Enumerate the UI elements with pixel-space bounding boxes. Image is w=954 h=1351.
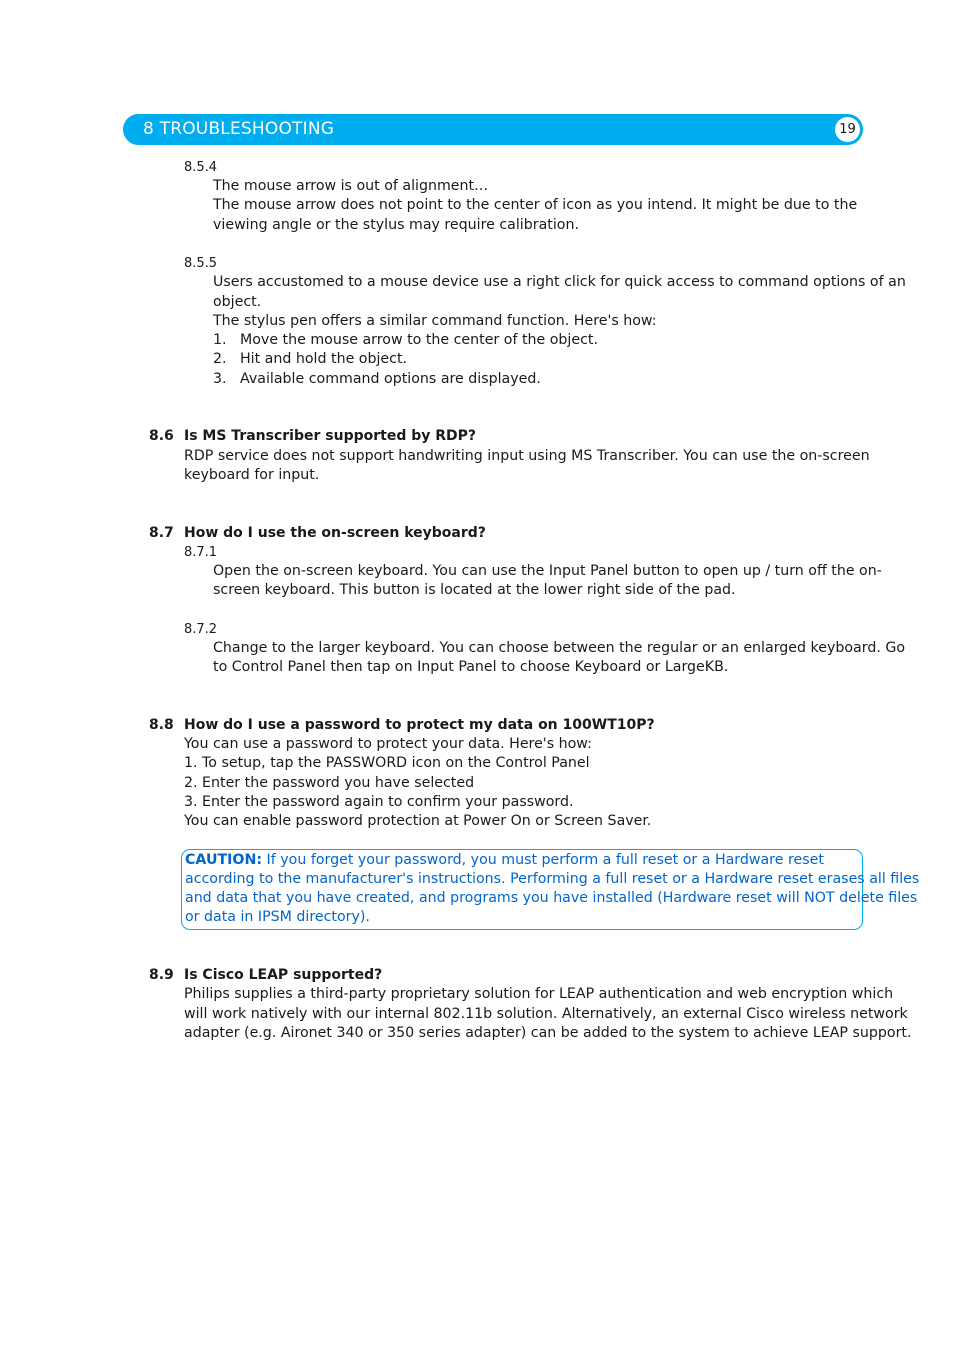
subsection-number: 8.5.4 xyxy=(184,160,218,175)
paragraph-line: screen keyboard. This button is located at the lower right side of the pad. xyxy=(213,582,736,598)
section-heading: Is Cisco LEAP supported? xyxy=(184,967,383,983)
step-number: 3. xyxy=(213,371,227,387)
section-number: 8.9 xyxy=(149,967,174,983)
paragraph-line: You can use a password to protect your data. Here's how: xyxy=(184,736,592,752)
paragraph-line: viewing angle or the stylus may require calibration. xyxy=(213,217,579,233)
section-heading: Is MS Transcriber supported by RDP? xyxy=(184,428,477,444)
paragraph-line: 1. To setup, tap the PASSWORD icon on the Control Panel xyxy=(184,755,590,771)
subsection-number: 8.7.1 xyxy=(184,545,218,560)
paragraph-line: Change to the larger keyboard. You can choose between the regular or an enlarged keyboard. Go xyxy=(213,640,906,656)
caution-label: CAUTION: xyxy=(185,852,263,868)
paragraph-line: The mouse arrow does not point to the center of icon as you intend. It might be due to the xyxy=(213,197,858,213)
caution-text: If you forget your password, you must perform a full reset or a Hardware reset xyxy=(262,852,824,868)
section-title: 8 TROUBLESHOOTING xyxy=(143,119,335,139)
section-heading: How do I use the on-screen keyboard? xyxy=(184,525,486,541)
caution-line: or data in IPSM directory). xyxy=(185,909,370,925)
paragraph-line: will work natively with our internal 802.11b solution. Alternatively, an external Cisco wireless network xyxy=(184,1006,908,1022)
section-heading: How do I use a password to protect my data on 100WT10P? xyxy=(184,717,655,733)
paragraph-line: Open the on-screen keyboard. You can use the Input Panel button to open up / turn off the on- xyxy=(213,563,882,579)
paragraph-line: Users accustomed to a mouse device use a right click for quick access to command options of an xyxy=(213,274,906,290)
paragraph-line: The stylus pen offers a similar command function. Here's how: xyxy=(213,313,657,329)
caution-line: and data that you have created, and programs you have installed (Hardware reset will NOT delete files xyxy=(185,890,918,906)
section-number: 8.7 xyxy=(149,525,174,541)
step-number: 1. xyxy=(213,332,227,348)
step-text: Hit and hold the object. xyxy=(240,351,408,367)
paragraph-line: adapter (e.g. Aironet 340 or 350 series adapter) can be added to the system to achieve LEAP support. xyxy=(184,1025,912,1041)
step-text: Available command options are displayed. xyxy=(240,371,541,387)
step-text: Move the mouse arrow to the center of the object. xyxy=(240,332,598,348)
paragraph-line: object. xyxy=(213,294,262,310)
section-number: 8.8 xyxy=(149,717,174,733)
paragraph-line: The mouse arrow is out of alignment… xyxy=(213,178,489,194)
paragraph-line: 2. Enter the password you have selected xyxy=(184,775,475,791)
paragraph-line: You can enable password protection at Power On or Screen Saver. xyxy=(184,813,652,829)
subsection-number: 8.5.5 xyxy=(184,256,218,271)
section-header-bar xyxy=(123,114,863,145)
paragraph-line: to Control Panel then tap on Input Panel to choose Keyboard or LargeKB. xyxy=(213,659,729,675)
subsection-number: 8.7.2 xyxy=(184,622,218,637)
section-number: 8.6 xyxy=(149,428,174,444)
page-number: 19 xyxy=(835,117,860,142)
caution-line: according to the manufacturer's instructions. Performing a full reset or a Hardware reset erases all files xyxy=(185,871,920,887)
paragraph-line: RDP service does not support handwriting input using MS Transcriber. You can use the on-screen xyxy=(184,448,870,464)
step-number: 2. xyxy=(213,351,227,367)
caution-line xyxy=(185,851,824,870)
caution-box xyxy=(181,849,920,930)
paragraph-line: 3. Enter the password again to confirm your password. xyxy=(184,794,574,810)
paragraph-line: Philips supplies a third-party proprietary solution for LEAP authentication and web encryption which xyxy=(184,986,894,1002)
paragraph-line: keyboard for input. xyxy=(184,467,320,483)
